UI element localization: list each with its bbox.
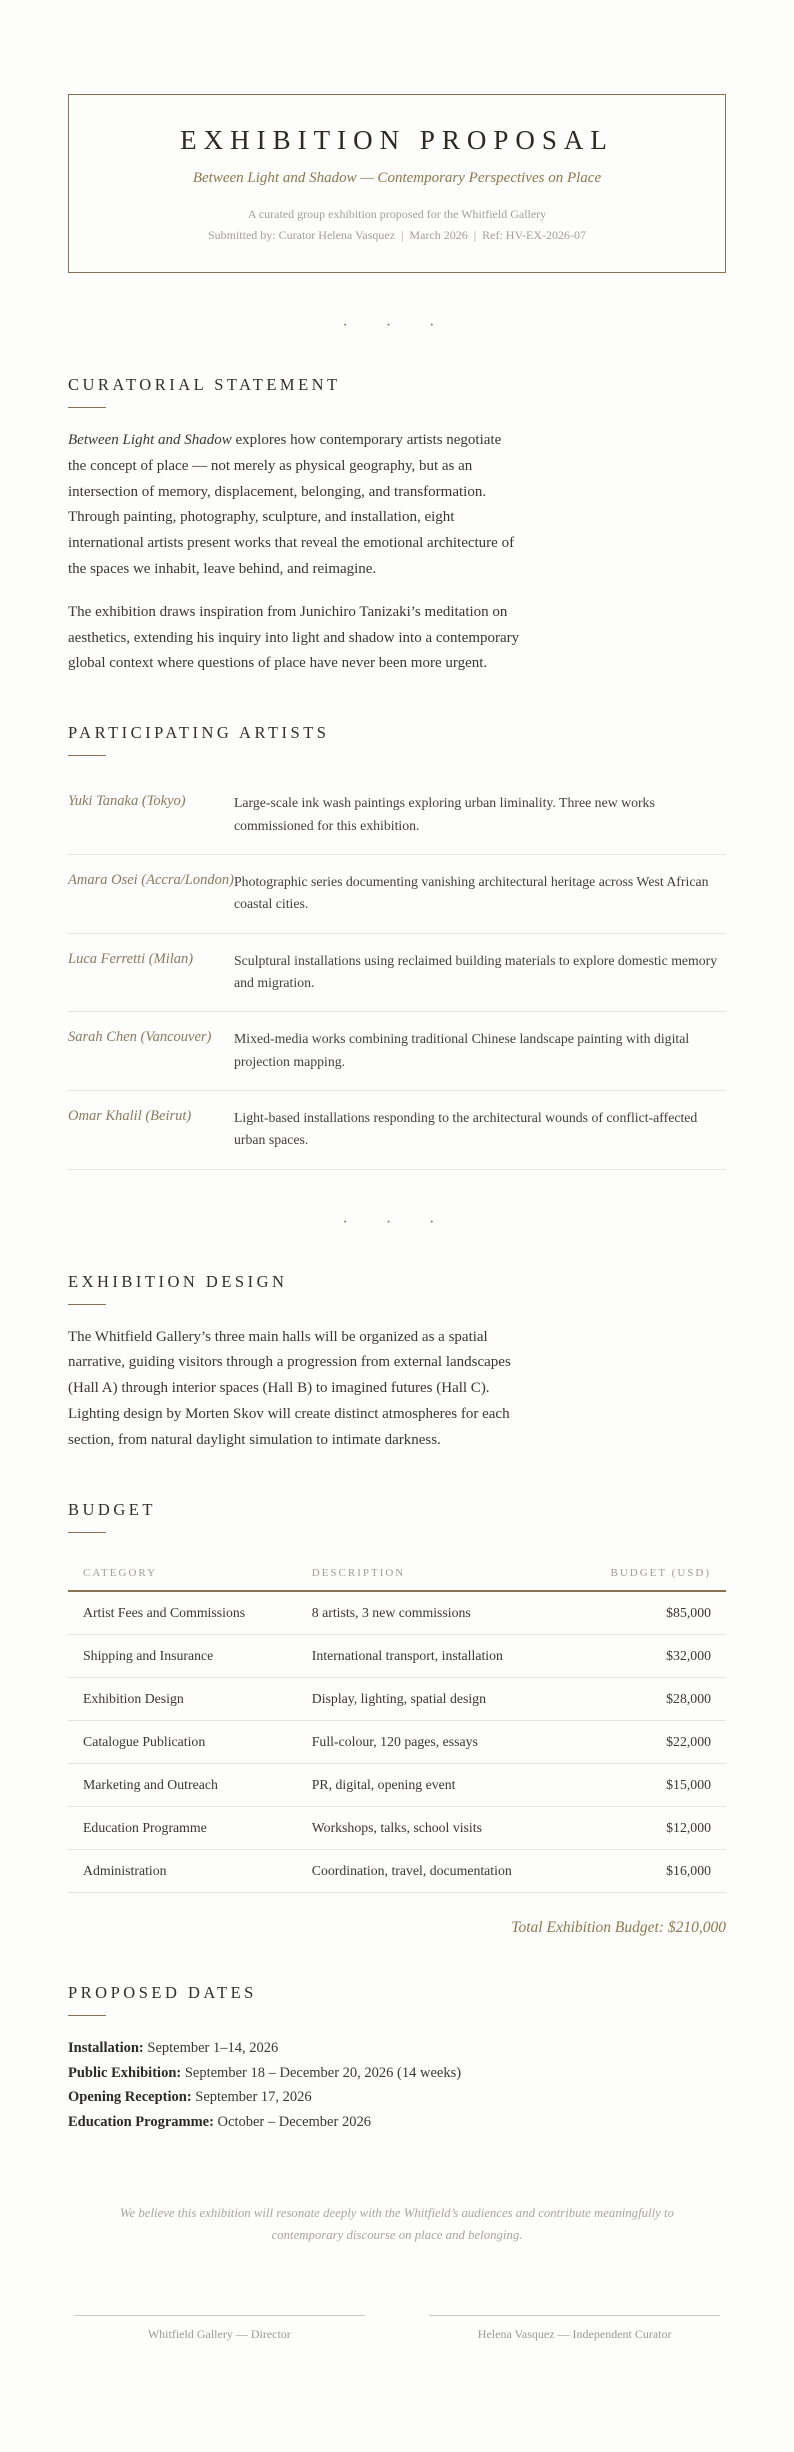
budget-description-cell: Coordination, travel, documentation bbox=[297, 1849, 571, 1892]
signature-label-director: Whitfield Gallery — Director bbox=[147, 2326, 291, 2341]
artist-row bbox=[68, 855, 726, 934]
proposal-meta-submission: Submitted by: Curator Helena Vasquez | March 2026 | Ref: HV-EX-2026-07 bbox=[207, 228, 587, 242]
budget-category-cell: Administration bbox=[68, 1849, 297, 1892]
heading-rule bbox=[68, 407, 106, 408]
artist-description: Large-scale ink wash paintings exploring urban liminality. Three new works commissioned for this exhibition. bbox=[234, 795, 655, 833]
date-value: September 1–14, 2026 bbox=[143, 2039, 279, 2056]
date-label: Education Programme: bbox=[68, 2114, 214, 2131]
artist-description: Sculptural installations using reclaimed building materials to explore domestic memory and migration. bbox=[234, 952, 718, 990]
budget-description-cell: 8 artists, 3 new commissions bbox=[297, 1591, 571, 1635]
date-value: October – December 2026 bbox=[213, 2114, 371, 2131]
participating-artists-section bbox=[68, 723, 726, 1169]
artist-row bbox=[68, 776, 726, 855]
budget-column-description: DESCRIPTION bbox=[297, 1557, 571, 1591]
date-list bbox=[68, 2036, 726, 2136]
budget-section bbox=[68, 1500, 726, 1937]
curatorial-statement-heading: CURATORIAL STATEMENT bbox=[68, 375, 341, 394]
budget-category-cell: Marketing and Outreach bbox=[68, 1763, 297, 1806]
section-divider-dots: · · · bbox=[342, 1213, 452, 1231]
budget-amount-cell: $12,000 bbox=[571, 1806, 726, 1849]
budget-row bbox=[68, 1763, 726, 1806]
artist-name: Sarah Chen (Vancouver) bbox=[68, 1029, 212, 1046]
date-value: September 17, 2026 bbox=[191, 2089, 312, 2106]
curatorial-paragraph-1 bbox=[68, 428, 520, 583]
budget-description-cell: International transport, installation bbox=[297, 1634, 571, 1677]
exhibition-title-em: Between Light and Shadow bbox=[68, 432, 232, 448]
budget-description-cell: Display, lighting, spatial design bbox=[297, 1677, 571, 1720]
artist-description: Photographic series documenting vanishing architectural heritage across West African coastal cities. bbox=[234, 873, 709, 912]
proposal-header-box bbox=[68, 94, 726, 273]
signature-line bbox=[429, 2315, 720, 2316]
budget-heading: BUDGET bbox=[68, 1499, 156, 1519]
signature-block bbox=[68, 2315, 726, 2342]
heading-rule bbox=[68, 755, 106, 756]
signature-left bbox=[68, 2315, 371, 2342]
budget-category-cell: Shipping and Insurance bbox=[68, 1634, 297, 1677]
heading-rule bbox=[68, 1304, 106, 1305]
budget-row bbox=[68, 1720, 726, 1763]
budget-column-amount: BUDGET (USD) bbox=[571, 1557, 726, 1591]
artist-row bbox=[68, 934, 726, 1013]
budget-amount-cell: $32,000 bbox=[571, 1634, 726, 1677]
budget-table bbox=[68, 1557, 726, 1893]
artist-row bbox=[68, 1012, 726, 1091]
artist-row bbox=[68, 1091, 726, 1170]
curatorial-paragraph-1-rest: explores how contemporary artists negotiate the concept of place — not merely as physical geography, but as an intersection of memory, displacement, belonging, and transformation. Through painting, photography, sculpture, and installation, eight international artists present works that reveal the emotional architecture of the spaces we inhabit, leave behind, and reimagine. bbox=[68, 432, 515, 577]
budget-description-cell: Workshops, talks, school visits bbox=[297, 1806, 571, 1849]
date-item bbox=[68, 2036, 726, 2061]
budget-row bbox=[68, 1634, 726, 1677]
artist-list bbox=[68, 776, 726, 1169]
participating-artists-heading: PARTICIPATING ARTISTS bbox=[68, 723, 330, 743]
exhibition-design-paragraph: The Whitfield Gallery’s three main halls will be organized as a spatial narrative, guiding visitors through a progression from external landscapes (Hall A) through interior spaces (Hall B) to imagined futures (Hall C). Lighting design by Morten Skov will create distinct atmospheres for each section, from natural daylight simulation to intimate darkness. bbox=[68, 1328, 511, 1448]
exhibition-design-heading: EXHIBITION DESIGN bbox=[68, 1271, 288, 1291]
date-value: September 18 – December 20, 2026 (14 weeks) bbox=[181, 2064, 462, 2081]
heading-rule bbox=[68, 1532, 106, 1533]
budget-column-category: CATEGORY bbox=[68, 1557, 297, 1591]
proposal-subtitle: Between Light and Shadow — Contemporary Perspectives on Place bbox=[192, 170, 602, 186]
artist-description: Mixed-media works combining traditional Chinese landscape painting with digital projection mapping. bbox=[234, 1031, 690, 1069]
section-divider-dots: · · · bbox=[342, 317, 452, 334]
signature-label-curator: Helena Vasquez — Independent Curator bbox=[477, 2326, 672, 2341]
date-item bbox=[68, 2110, 726, 2135]
closing-note: We believe this exhibition will resonate deeply with the Whitfield’s audiences and contribute meaningfully to contemporary discourse on place and belonging. bbox=[120, 2206, 674, 2243]
proposal-document bbox=[68, 0, 726, 2452]
budget-row bbox=[68, 1677, 726, 1720]
budget-amount-cell: $28,000 bbox=[571, 1677, 726, 1720]
budget-total: Total Exhibition Budget: $210,000 bbox=[511, 1918, 726, 1936]
budget-category-cell: Education Programme bbox=[68, 1806, 297, 1849]
budget-category-cell: Artist Fees and Commissions bbox=[68, 1591, 297, 1635]
artist-name: Amara Osei (Accra/London) bbox=[68, 871, 234, 888]
exhibition-design-section bbox=[68, 1272, 726, 1454]
date-item bbox=[68, 2085, 726, 2110]
budget-row bbox=[68, 1806, 726, 1849]
budget-table-body bbox=[68, 1591, 726, 1893]
artist-name: Omar Khalil (Beirut) bbox=[68, 1107, 192, 1124]
budget-description-cell: PR, digital, opening event bbox=[297, 1763, 571, 1806]
budget-row bbox=[68, 1849, 726, 1892]
signature-line bbox=[74, 2315, 365, 2316]
budget-amount-cell: $15,000 bbox=[571, 1763, 726, 1806]
date-label: Opening Reception: bbox=[68, 2089, 192, 2106]
curatorial-paragraph-2: The exhibition draws inspiration from Junichiro Tanizaki’s meditation on aesthetics, extending his inquiry into light and shadow into a contemporary global context where questions of place have never been more urgent. bbox=[68, 603, 520, 672]
curatorial-statement-section bbox=[68, 375, 726, 677]
proposed-dates-heading: PROPOSED DATES bbox=[68, 1982, 257, 2002]
budget-amount-cell: $85,000 bbox=[571, 1591, 726, 1635]
budget-table-header bbox=[68, 1557, 726, 1591]
date-item bbox=[68, 2061, 726, 2086]
budget-category-cell: Exhibition Design bbox=[68, 1677, 297, 1720]
budget-amount-cell: $22,000 bbox=[571, 1720, 726, 1763]
proposed-dates-section bbox=[68, 1983, 726, 2136]
artist-description: Light-based installations responding to the architectural wounds of conflict-affected urban spaces. bbox=[234, 1109, 698, 1148]
date-label: Public Exhibition: bbox=[68, 2064, 182, 2081]
proposal-meta-gallery: A curated group exhibition proposed for the Whitfield Gallery bbox=[247, 207, 547, 221]
artist-name: Yuki Tanaka (Tokyo) bbox=[68, 793, 186, 810]
budget-category-cell: Catalogue Publication bbox=[68, 1720, 297, 1763]
budget-description-cell: Full-colour, 120 pages, essays bbox=[297, 1720, 571, 1763]
artist-name: Luca Ferretti (Milan) bbox=[68, 950, 194, 967]
budget-row bbox=[68, 1591, 726, 1635]
budget-amount-cell: $16,000 bbox=[571, 1849, 726, 1892]
date-label: Installation: bbox=[68, 2039, 144, 2056]
proposal-title: EXHIBITION PROPOSAL bbox=[180, 125, 614, 155]
signature-right bbox=[423, 2315, 726, 2342]
heading-rule bbox=[68, 2015, 106, 2016]
